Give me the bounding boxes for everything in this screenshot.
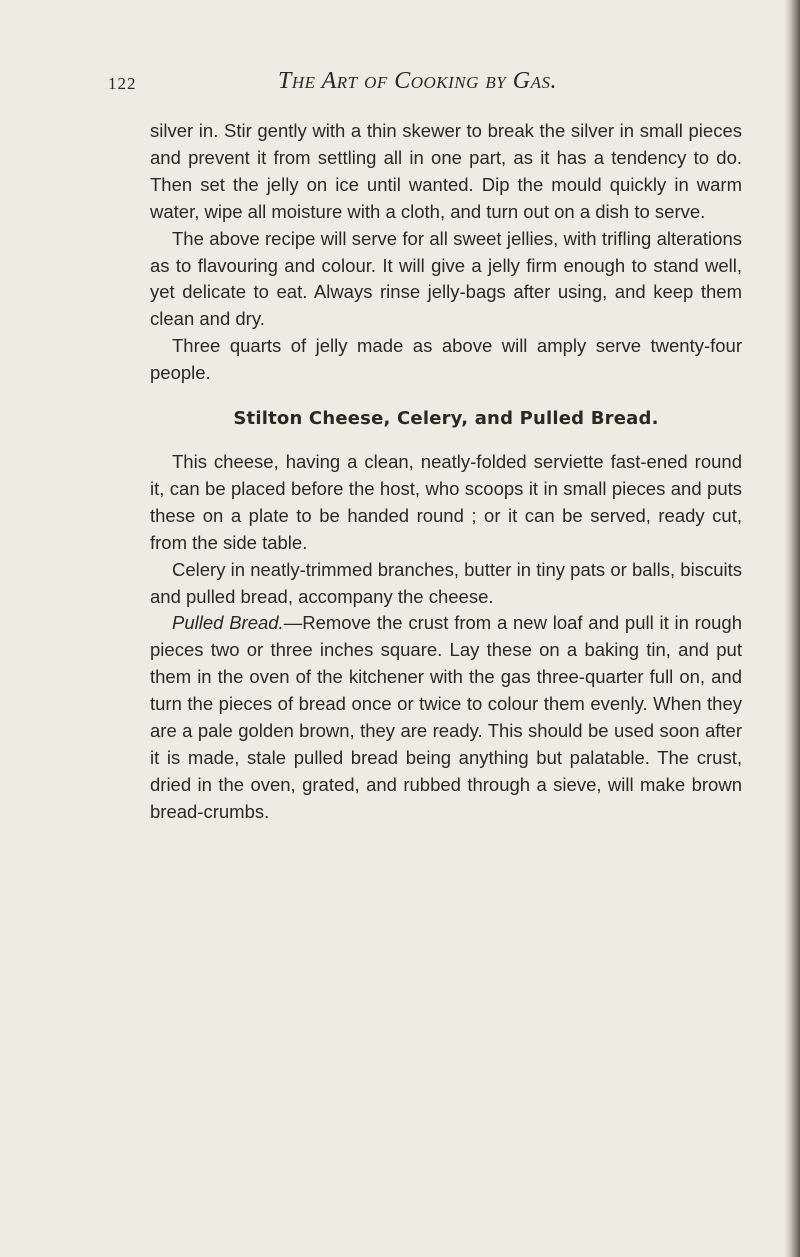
paragraph-servings: Three quarts of jelly made as above will amply serve twenty-four people.: [150, 335, 742, 384]
section-heading: Stilton Cheese, Celery, and Pulled Bread.: [233, 408, 659, 430]
page-number: 122: [108, 74, 137, 93]
paragraph-pulled-bread: [150, 610, 742, 825]
page-edge-shadow: [784, 0, 800, 1257]
paragraph-cheese: This cheese, having a clean, neatly-folded serviette fast-ened round it, can be placed before the host, who scoops it in small pieces and puts these on a plate to be handed round ; or it can be served, ready cut, from the side table.: [150, 450, 742, 553]
page-header: [108, 60, 748, 100]
pulled-bread-text: —Remove the crust from a new loaf and pull it in rough pieces two or three inches square. Lay these on a baking tin, and put them in the oven of the kitchener with the gas three-quarter full on, and turn the pieces of bread once or twice to colour them evenly. When they are a pale golden brown, they are ready. This should be used soon after it is made, stale pulled bread being anything but palatable. The crust, dried in the oven, grated, and rubbed through a sieve, will make brown bread-crumbs.: [150, 612, 742, 822]
paragraph-celery: Celery in neatly-trimmed branches, butter in tiny pats or balls, biscuits and pulled bread, accompany the cheese.: [150, 558, 742, 607]
body-text: [150, 118, 742, 826]
paragraph-continuation: silver in. Stir gently with a thin skewer to break the silver in small pieces and prevent it from settling all in one part, as it has a tendency to do. Then set the jelly on ice until wanted. Dip the mould quickly in warm water, wipe all moisture with a cloth, and turn out on a dish to serve.: [150, 120, 742, 222]
running-title: The Art of Cooking by Gas.: [278, 68, 557, 94]
run-in-heading: Pulled Bread.: [172, 612, 284, 634]
paragraph-sweet-jellies: The above recipe will serve for all sweet jellies, with trifling alterations as to flavouring and colour. It will give a jelly firm enough to stand well, yet delicate to eat. Always rinse jelly-bags after using, and keep them clean and dry.: [150, 227, 742, 330]
